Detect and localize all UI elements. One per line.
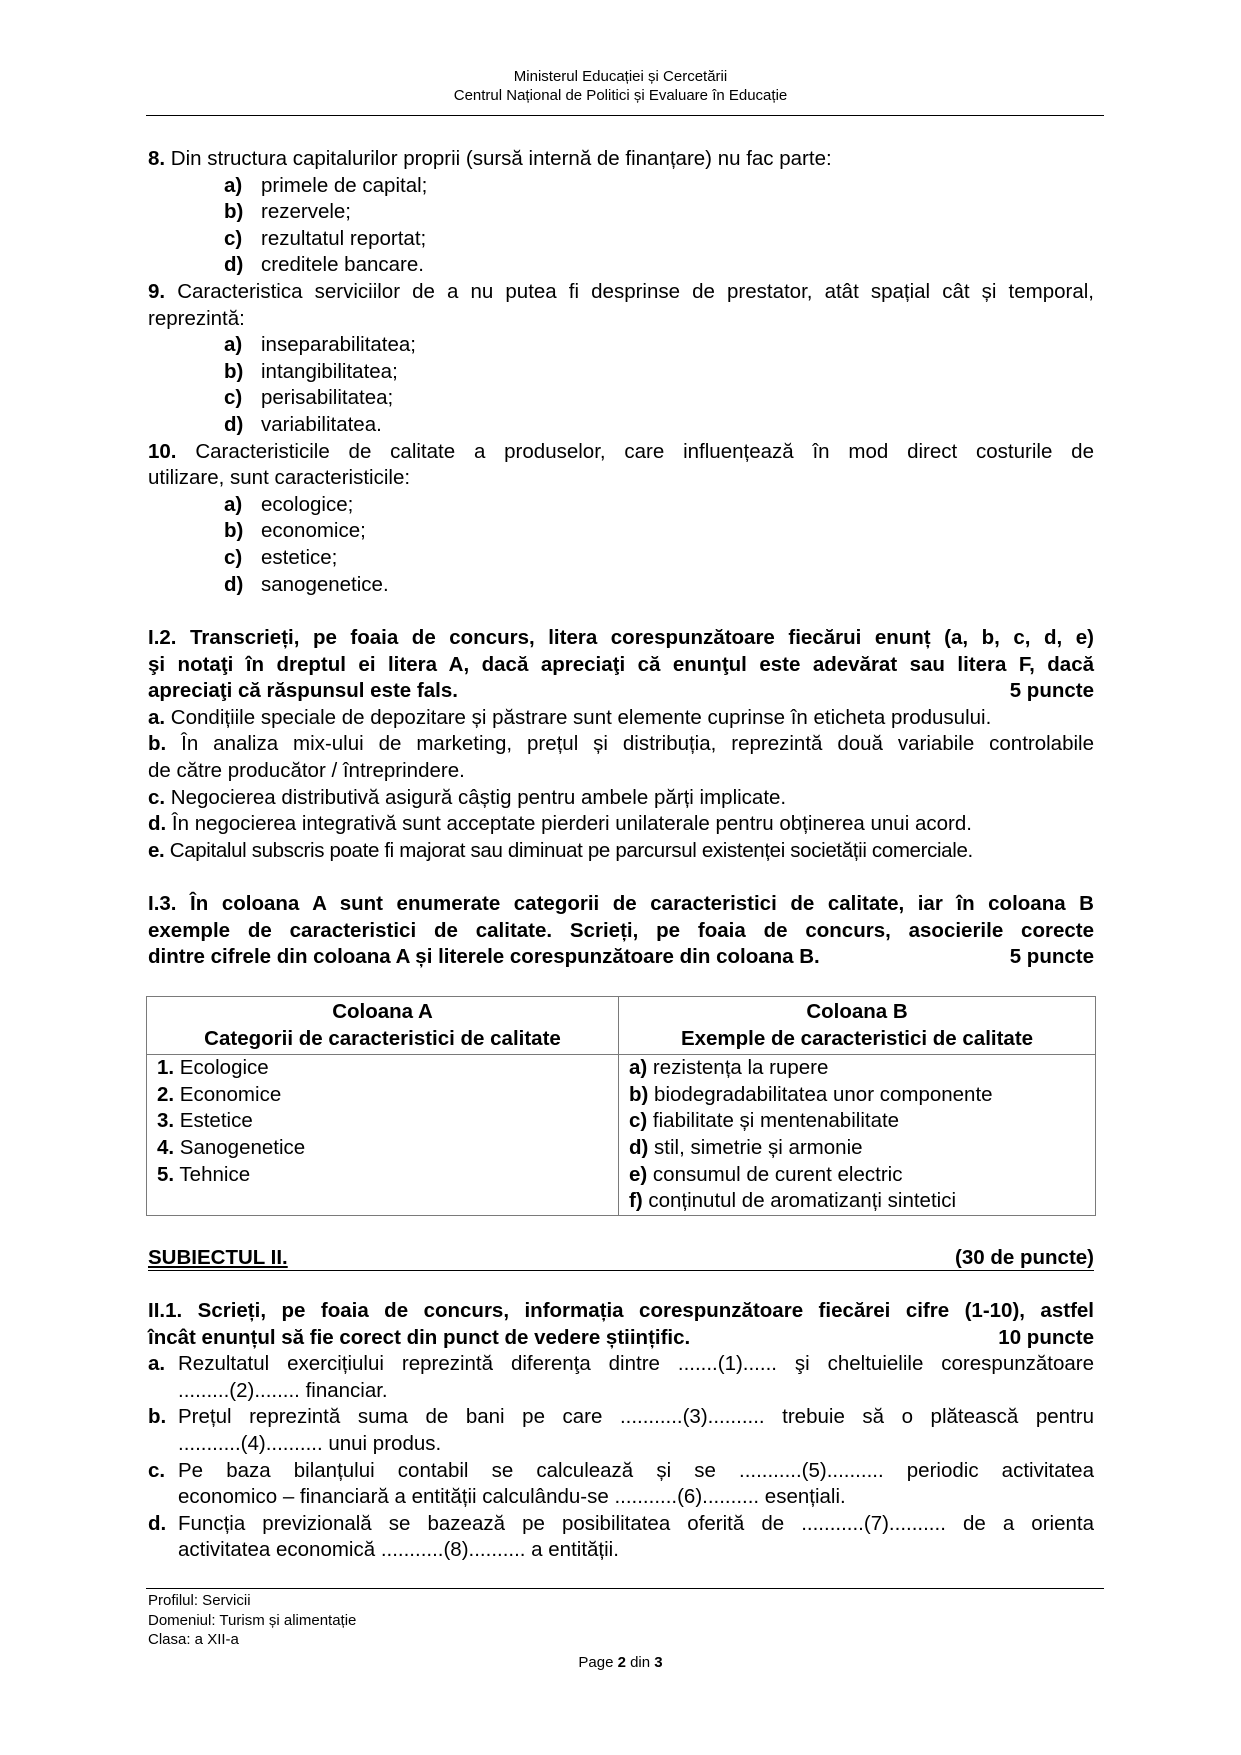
header-center: Centrul Național de Politici și Evaluare în Educație (453, 87, 788, 104)
i3-heading-line2: exemple de caracteristici de calitate. Scrieți, pe foaia de concurs, asocierile corecte (148, 918, 1094, 942)
question-number: 8. (148, 147, 166, 170)
list-item: f) conținutul de aromatizanți sintetici (629, 1189, 957, 1213)
section-i2 (148, 625, 1094, 864)
footer-class: Clasa: a XII-a (148, 1631, 239, 1648)
list-item: b) biodegradabilitatea unor componente (629, 1082, 993, 1106)
footer-domain: Domeniul: Turism și alimentație (148, 1611, 357, 1629)
option-c: c) perisabilitatea; (224, 386, 394, 410)
footer-info (148, 1591, 356, 1650)
ii1-heading-line2: încât enunțul să fie corect din punct de vedere științific. (148, 1325, 691, 1349)
list-item: e) consumul de curent electric (629, 1162, 903, 1186)
column-b-list (619, 1055, 1096, 1216)
header-rule (146, 115, 1104, 116)
option-c: c) rezultatul reportat; (224, 226, 427, 250)
question-text: Din structura capitalurilor proprii (sursă internă de finanțare) nu fac parte: (165, 147, 832, 170)
column-a-header: Coloana A Categorii de caracteristici de calitate (147, 997, 619, 1055)
subject-2-points: (30 de puncte) (955, 1246, 1094, 1269)
statement-e: e. Capitalul subscris poate fi majorat sau diminuat pe parcursul existenței societății comerciale. (148, 838, 973, 862)
column-b-header: Coloana B Exemple de caracteristici de calitate (619, 997, 1096, 1055)
statement-b: b. În analiza mix-ului de marketing, prețul și distribuția, reprezintă două variabile controlabile (148, 732, 1094, 756)
footer-rule (146, 1588, 1104, 1589)
ii1-points: 10 puncte (998, 1325, 1094, 1349)
list-item: c) fiabilitate și mentenabilitate (629, 1109, 900, 1133)
option-d: d) variabilitatea. (224, 412, 382, 436)
section-i3 (148, 891, 1094, 971)
section-ii1 (148, 1298, 1094, 1564)
page-number: Page 2 din 3 (578, 1654, 663, 1671)
subject-2-title: SUBIECTUL II. (30 de puncte) (148, 1246, 1094, 1269)
i3-heading-line1: I.3. În coloana A sunt enumerate categorii de caracteristici de calitate, iar în coloana B (148, 892, 1094, 915)
i2-heading-line2: şi notaţi în dreptul ei litera A, dacă apreciaţi că enunţul este adevărat sau litera F, dacă (148, 652, 1094, 676)
list-item: 5. Tehnice (157, 1162, 251, 1186)
list-item: 2. Economice (157, 1082, 282, 1106)
option-b: b) economice; (224, 519, 366, 543)
fill-item-b: b. Prețul reprezintă suma de bani pe care ...........(3).......... trebuie să o plătească pentru ...........(4).......... unui produs. (148, 1405, 1094, 1455)
ii1-heading-line1: II.1. Scrieți, pe foaia de concurs, informația corespunzătoare fiecărei cifre (1-10), astfel (148, 1299, 1094, 1322)
list-item: 3. Estetice (157, 1109, 253, 1133)
option-c: c) estetice; (224, 545, 338, 569)
list-item: 1. Ecologice (157, 1056, 269, 1080)
question-9: 9. Caracteristica serviciilor de a nu putea fi desprinse de prestator, atât spațial cât și temporal, reprezintă: a) inseparabilitatea; b) intangibilitatea; c) perisabilitatea; d) variabilitatea. (148, 279, 1094, 439)
list-item: d) stil, simetrie și armonie (629, 1135, 863, 1159)
statement-a: a. Condițiile speciale de depozitare și păstrare sunt elemente cuprinse în eticheta produsului. (148, 705, 992, 729)
list-item: 4. Sanogenetice (157, 1135, 306, 1159)
header-ministry: Ministerul Educației și Cercetării (513, 68, 728, 85)
option-b: b) intangibilitatea; (224, 359, 398, 383)
option-a: a) inseparabilitatea; (224, 333, 416, 357)
question-8 (148, 146, 1094, 598)
column-a-list (147, 1055, 619, 1216)
statement-b-cont: de către producător / întreprindere. (148, 758, 465, 782)
option-b: b) rezervele; (224, 200, 352, 224)
fill-item-c: c. Pe baza bilanțului contabil se calculează și se ...........(5).......... periodic activitatea economico – financiară a entității calculându-se ...........(6).......... esențiali. (148, 1458, 1094, 1509)
statement-c: c. Negocierea distributivă asigură câștig pentru ambele părți implicate. (148, 785, 787, 809)
i2-points: 5 puncte (1009, 679, 1094, 703)
question-10: 10. Caracteristicile de calitate a produselor, care influențează în mod direct costurile de utilizare, sunt caracteristicile: a) ecologice; b) economice; c) estetice; d) sanogenetice. (148, 439, 1094, 599)
matching-table (146, 996, 1096, 1216)
i2-heading-line1: I.2. Transcrieți, pe foaia de concurs, litera corespunzătoare fiecărui enunț (a, b, c, d, e) (148, 626, 1094, 649)
i3-heading-line3: dintre cifrele din coloana A și literele corespunzătoare din coloana B. (148, 945, 820, 969)
i3-points: 5 puncte (1009, 945, 1094, 969)
table-body-row (147, 1055, 1096, 1216)
option-d: d) sanogenetice. (224, 572, 389, 596)
option-a: a) ecologice; (224, 492, 354, 516)
table-header-row (147, 997, 1096, 1055)
question-number: 9. (148, 279, 166, 303)
option-a: a) primele de capital; (224, 173, 428, 197)
fill-item-a: a. Rezultatul exercițiului reprezintă diferenţa dintre .......(1)...... şi cheltuielile corespunzătoare .........(2)........ financiar. (148, 1352, 1094, 1402)
fill-item-d: d. Funcția previzională se bazează pe posibilitatea oferită de ...........(7).......... de a orienta activitatea economică ...........(8).......... a entității. (148, 1511, 1094, 1562)
footer-profile: Profilul: Servicii (148, 1592, 251, 1609)
subject-2-underline (148, 1270, 1094, 1271)
question-number: 10. (148, 439, 177, 463)
statement-d: d. În negocierea integrativă sunt acceptate pierderi unilaterale pentru obținerea unui acord. (148, 812, 972, 836)
option-d: d) creditele bancare. (224, 253, 424, 277)
list-item: a) rezistența la rupere (629, 1056, 829, 1080)
i2-heading-line3: apreciaţi că răspunsul este fals. (148, 679, 458, 703)
